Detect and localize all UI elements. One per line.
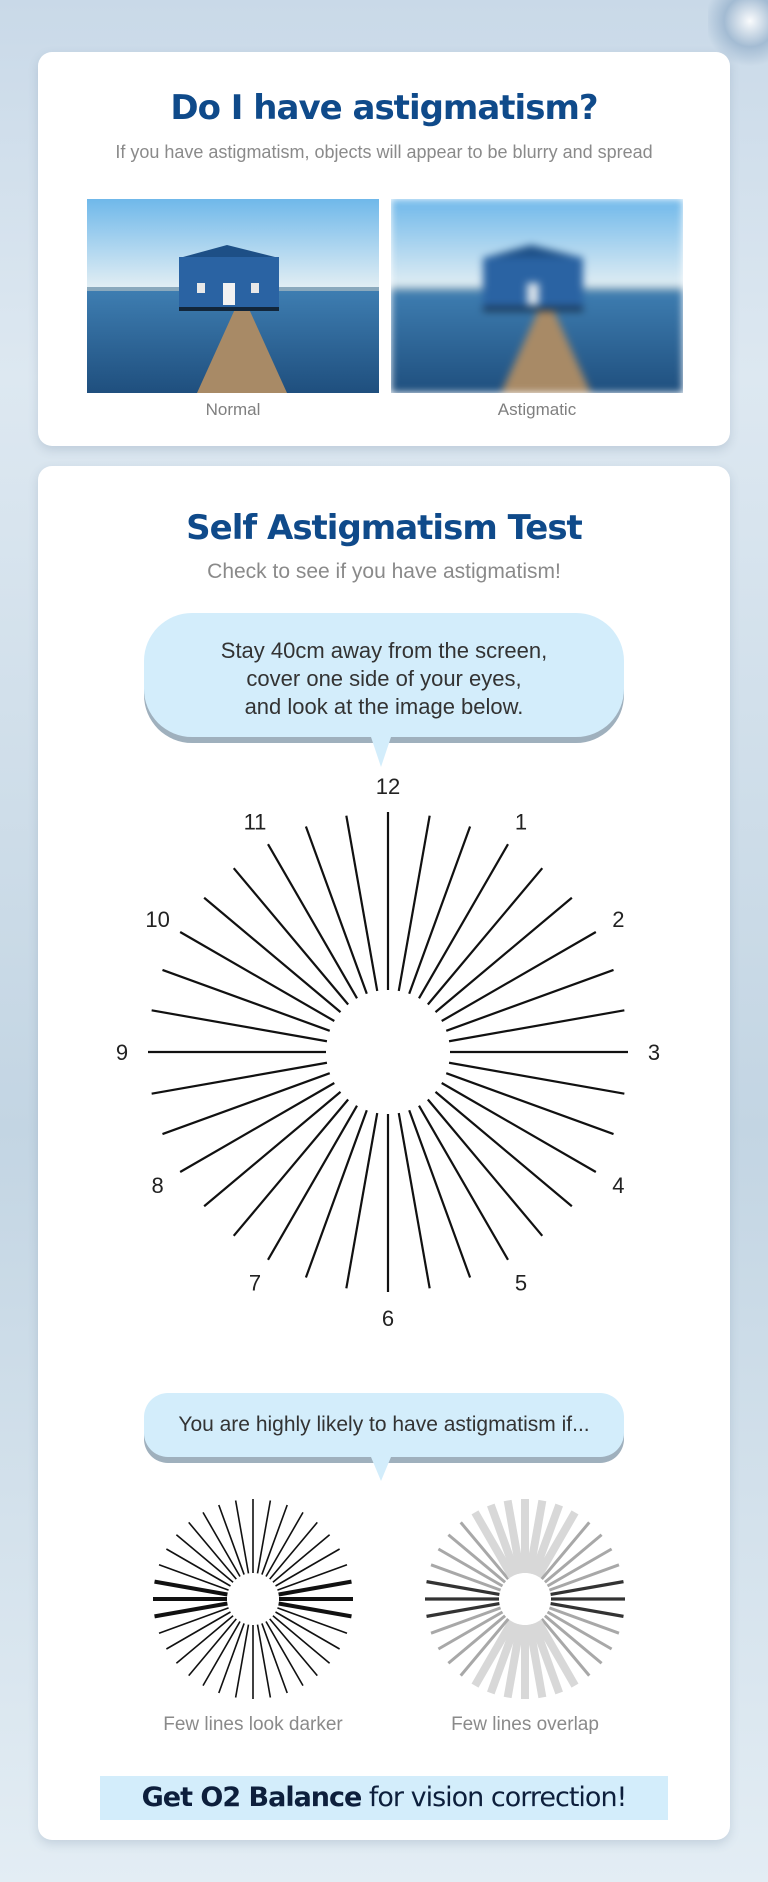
dial-number: 7 <box>248 1270 262 1296</box>
dial-number: 3 <box>647 1040 661 1065</box>
result-bubble <box>144 1393 624 1457</box>
example-dial-line <box>166 1612 230 1649</box>
example-dial-line <box>276 1612 340 1649</box>
darker-lines-caption: Few lines look darker <box>163 1714 343 1735</box>
instruction-line: and look at the image below. <box>244 694 524 719</box>
dial-number: 11 <box>243 809 267 835</box>
dial-line <box>162 970 329 1031</box>
example-dial-line <box>279 1604 352 1617</box>
example-dial-line <box>258 1501 271 1574</box>
test-subtitle: Check to see if you have astigmatism! <box>207 560 561 583</box>
intro-title: Do I have astigmatism? <box>170 88 598 128</box>
dial-number: 4 <box>612 1173 625 1198</box>
dial-line <box>409 1110 470 1277</box>
dial-line <box>346 816 377 991</box>
astigmatic-caption: Astigmatic <box>497 400 577 419</box>
boathouse-scene <box>87 199 379 393</box>
dial-line <box>449 1063 624 1094</box>
dial-number: 12 <box>375 774 401 799</box>
example-dial-line <box>262 1505 287 1575</box>
dial-line <box>180 932 334 1021</box>
darker-lines-example <box>143 1489 363 1709</box>
self-test-card <box>38 466 730 1840</box>
dial-line <box>419 1106 508 1260</box>
example-dial-line <box>551 1582 624 1595</box>
example-dial-line <box>219 1505 244 1575</box>
overlap-lines-caption: Few lines overlap <box>451 1714 599 1735</box>
dial-line <box>306 826 367 993</box>
cta-text[interactable]: for vision correction! <box>361 1782 627 1813</box>
example-dial-line <box>262 1623 287 1693</box>
example-dial-line <box>277 1565 347 1590</box>
astigmatism-dial <box>38 772 730 1332</box>
dial-number: 10 <box>145 907 170 932</box>
example-dial-line <box>279 1582 352 1595</box>
dial-line <box>446 970 613 1031</box>
dial-line <box>442 1083 596 1172</box>
dial-line <box>152 1010 327 1041</box>
astigmatic-vision-image <box>391 199 683 393</box>
example-dial-line <box>258 1625 271 1698</box>
example-dial-line <box>155 1582 228 1595</box>
dial-line <box>399 1113 430 1288</box>
dial-line <box>268 844 357 998</box>
example-dial-line <box>159 1565 229 1590</box>
dial-line <box>180 1083 334 1172</box>
example-dial-line <box>236 1501 249 1574</box>
dial-line <box>162 1073 329 1134</box>
dial-line <box>268 1106 357 1260</box>
instruction-line: Stay 40cm away from the screen, <box>220 638 548 663</box>
example-dial-line <box>427 1604 500 1617</box>
blurred-boathouse-scene <box>391 199 683 393</box>
example-dial-line <box>203 1512 240 1576</box>
dial-number: 8 <box>151 1173 164 1198</box>
intro-subtitle: If you have astigmatism, objects will appear to be blurry and spread <box>115 142 653 162</box>
normal-caption: Normal <box>205 400 261 419</box>
example-dial-line <box>203 1622 240 1686</box>
overlap-lines-example <box>415 1489 635 1709</box>
dial-line <box>442 932 596 1021</box>
example-dial-line <box>276 1549 340 1586</box>
example-dial-line <box>236 1625 249 1698</box>
example-dial-line <box>266 1622 303 1686</box>
dial-line <box>446 1073 613 1134</box>
example-dial-line <box>166 1549 230 1586</box>
example-dial-line <box>159 1608 229 1633</box>
cta-banner[interactable] <box>100 1776 668 1820</box>
dial-number: 5 <box>514 1270 528 1296</box>
dial-line <box>346 1113 377 1288</box>
dial-line <box>409 826 470 993</box>
dial-line <box>399 816 430 991</box>
instruction-bubble <box>144 613 624 737</box>
astigmatism-intro-card <box>38 52 730 446</box>
example-dial-line <box>551 1604 624 1617</box>
dial-line <box>152 1063 327 1094</box>
cta-brand[interactable]: Get O2 Balance <box>141 1782 362 1813</box>
dial-number: 6 <box>381 1306 395 1331</box>
example-dial-line <box>277 1608 347 1633</box>
example-dial-line <box>266 1512 303 1576</box>
example-dial-line <box>219 1623 244 1693</box>
dial-number: 2 <box>612 907 625 932</box>
dial-number: 1 <box>514 809 528 835</box>
dial-line <box>306 1110 367 1277</box>
dial-number: 9 <box>115 1040 129 1065</box>
example-dial-line <box>155 1604 228 1617</box>
instruction-line: cover one side of your eyes, <box>246 666 522 691</box>
normal-vision-image <box>87 199 379 393</box>
dial-line <box>449 1010 624 1041</box>
result-prompt: You are highly likely to have astigmatism if... <box>178 1413 590 1436</box>
dial-line <box>419 844 508 998</box>
example-dial-line <box>427 1582 500 1595</box>
test-title: Self Astigmatism Test <box>186 508 582 548</box>
